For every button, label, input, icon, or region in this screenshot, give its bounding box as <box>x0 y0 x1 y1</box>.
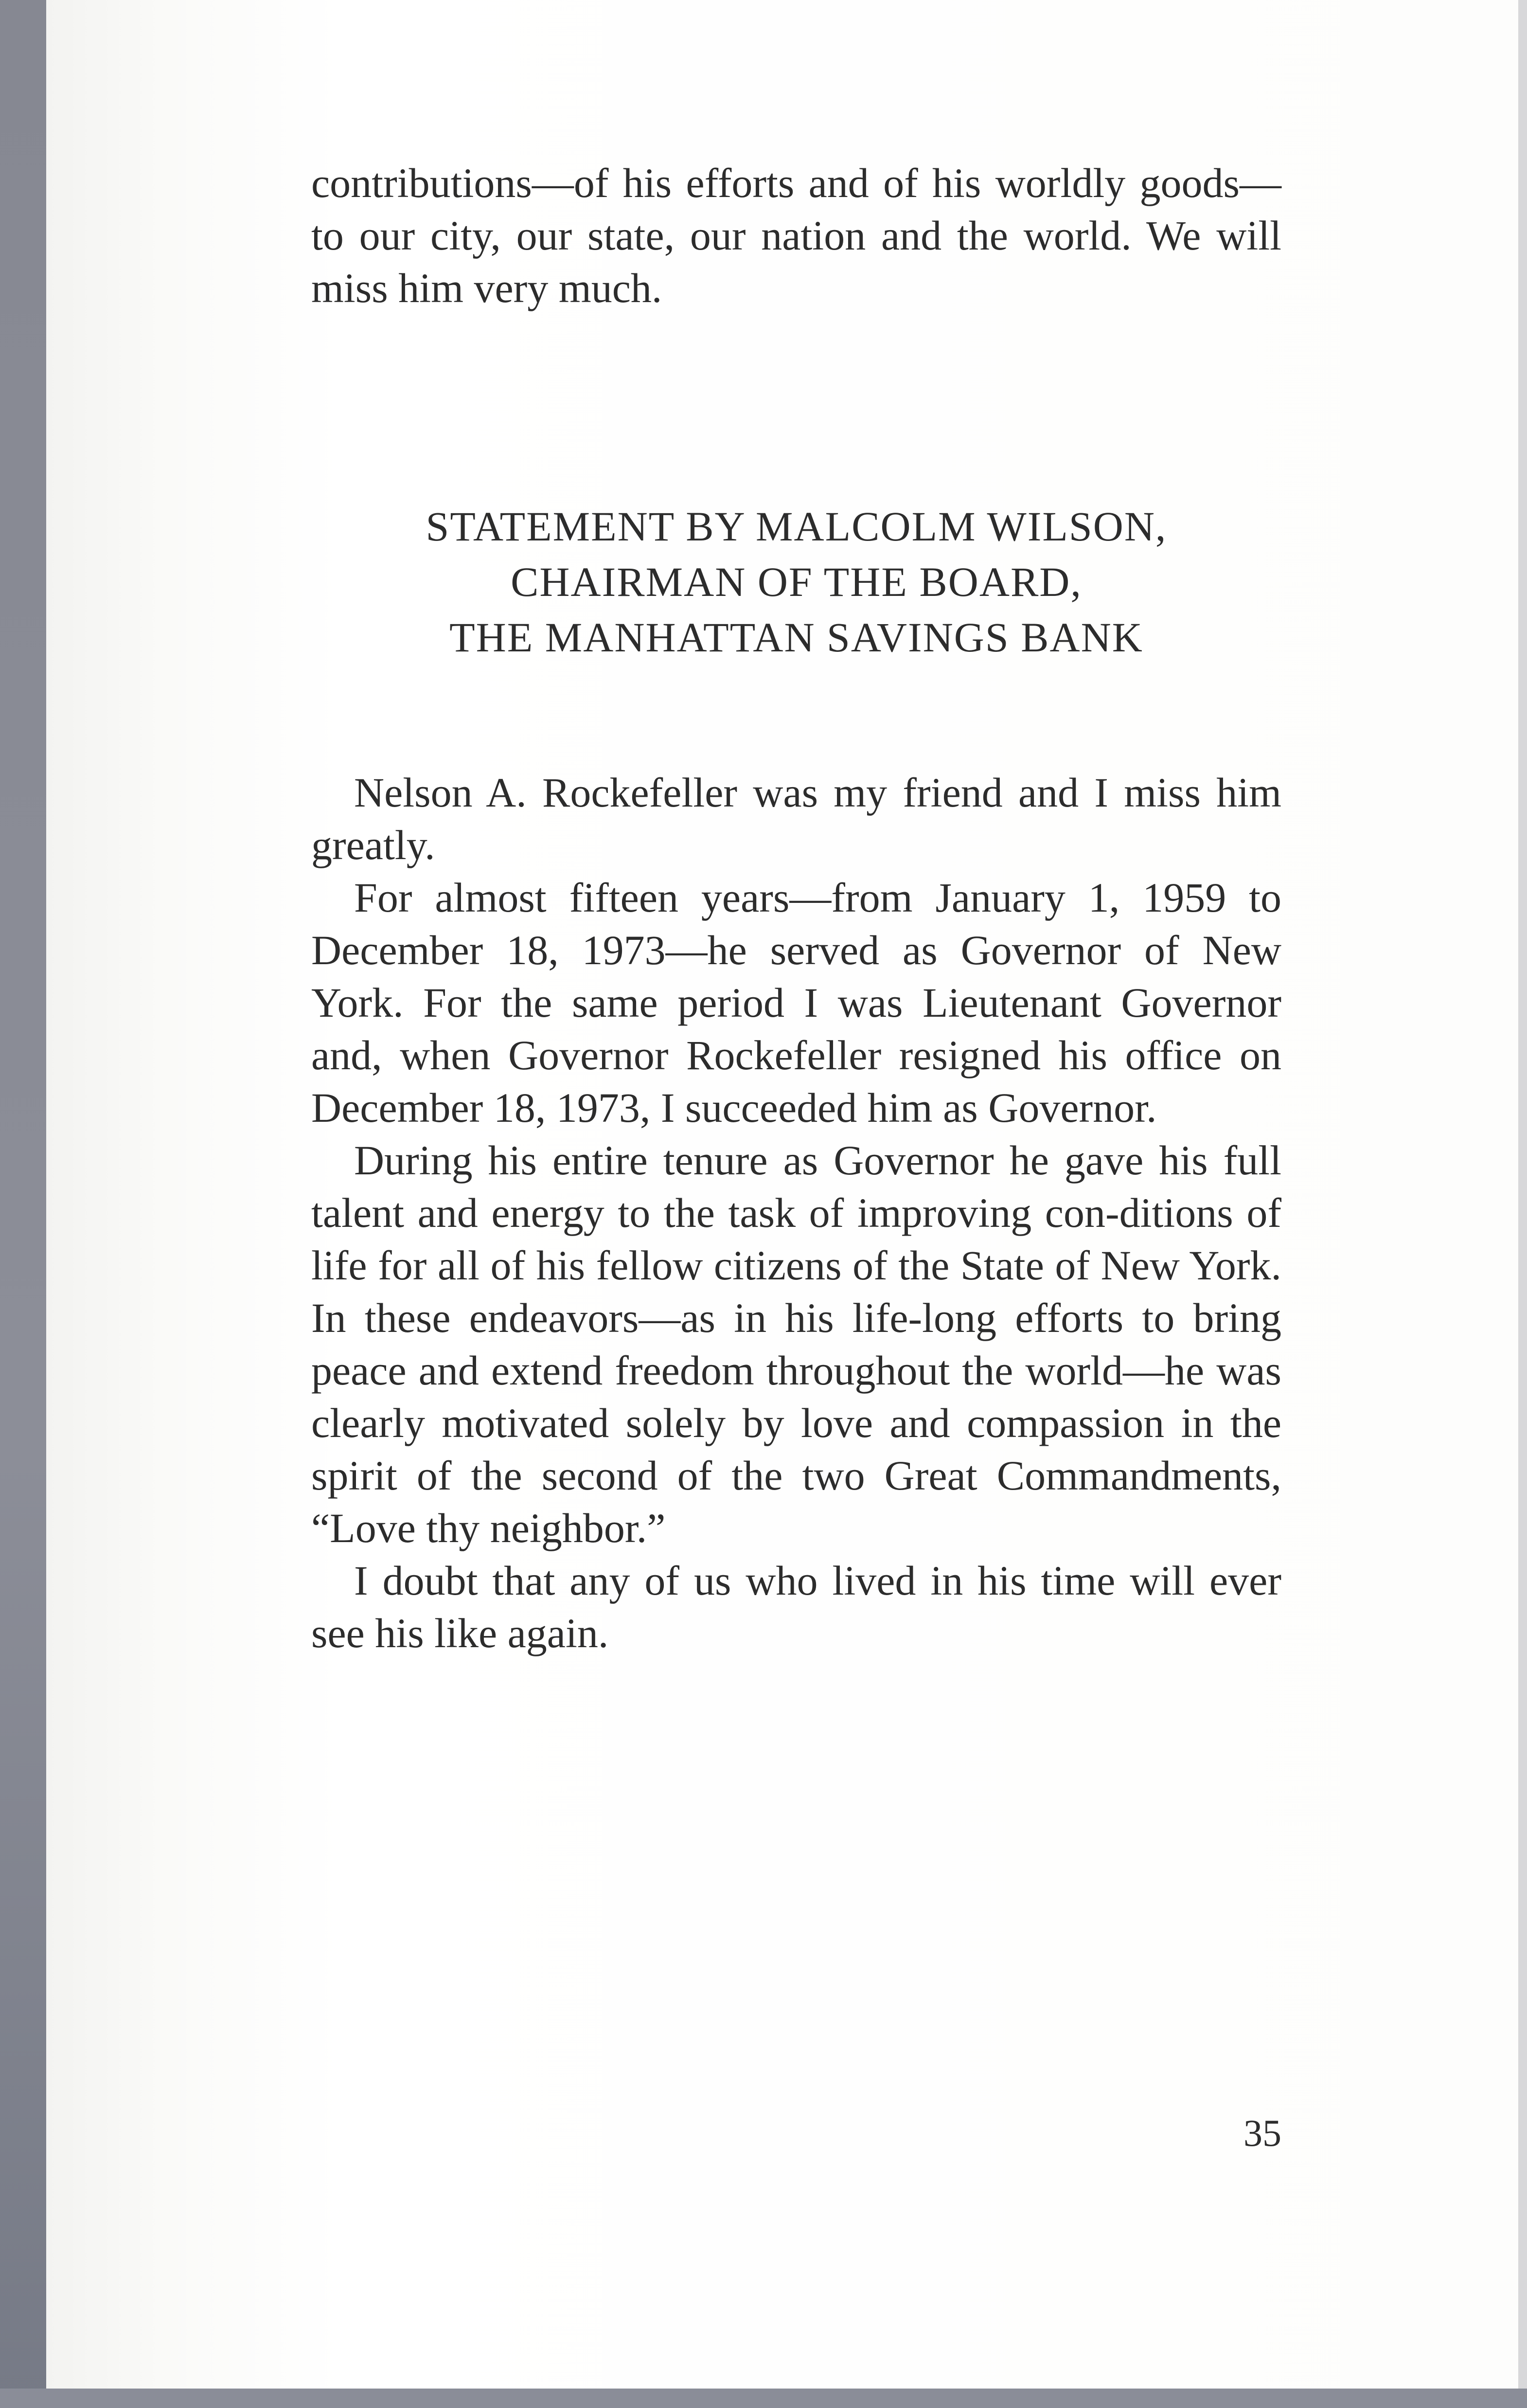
scan-bottom-margin <box>0 2389 1527 2408</box>
continuation-paragraph: contributions—of his efforts and of his worldly goods—to our city, our state, our nation and the world. We will miss him very much. <box>311 160 1281 311</box>
page-number: 35 <box>1243 2112 1281 2154</box>
scan-left-margin <box>0 0 46 2408</box>
statement-body <box>311 766 1281 1659</box>
statement-paragraph-2: For almost fifteen years—from January 1, 1959 to December 18, 1973—he served as Governor of New York. For the same period I was Lieutenant Governor and, when Governor Rockefeller resigned his office on December 18, 1973, I succeeded him as Governor. <box>311 874 1281 1131</box>
scan-right-margin <box>1518 0 1527 2408</box>
heading-line-3: THE MANHATTAN SAVINGS BANK <box>449 614 1143 661</box>
heading-line-1: STATEMENT BY MALCOLM WILSON, <box>426 503 1167 550</box>
heading-line-2: CHAIRMAN OF THE BOARD, <box>511 558 1082 605</box>
statement-paragraph-3: During his entire tenure as Governor he gave his full talent and energy to the task of improving con-ditions of life for all of his fellow citizens of the State of New York. In these endeavors—as in his life-long efforts to bring peace and extend freedom throughout the world—he was clearly motivated solely by love and compassion in the spirit of the second of the two Great Commandments, “Love thy neighbor.” <box>311 1137 1281 1551</box>
statement-paragraph-4: I doubt that any of us who lived in his time will ever see his like again. <box>311 1557 1281 1656</box>
statement-paragraph-1: Nelson A. Rockefeller was my friend and I miss him greatly. <box>311 769 1281 868</box>
statement-heading <box>311 499 1281 665</box>
continuation-text <box>311 157 1281 314</box>
